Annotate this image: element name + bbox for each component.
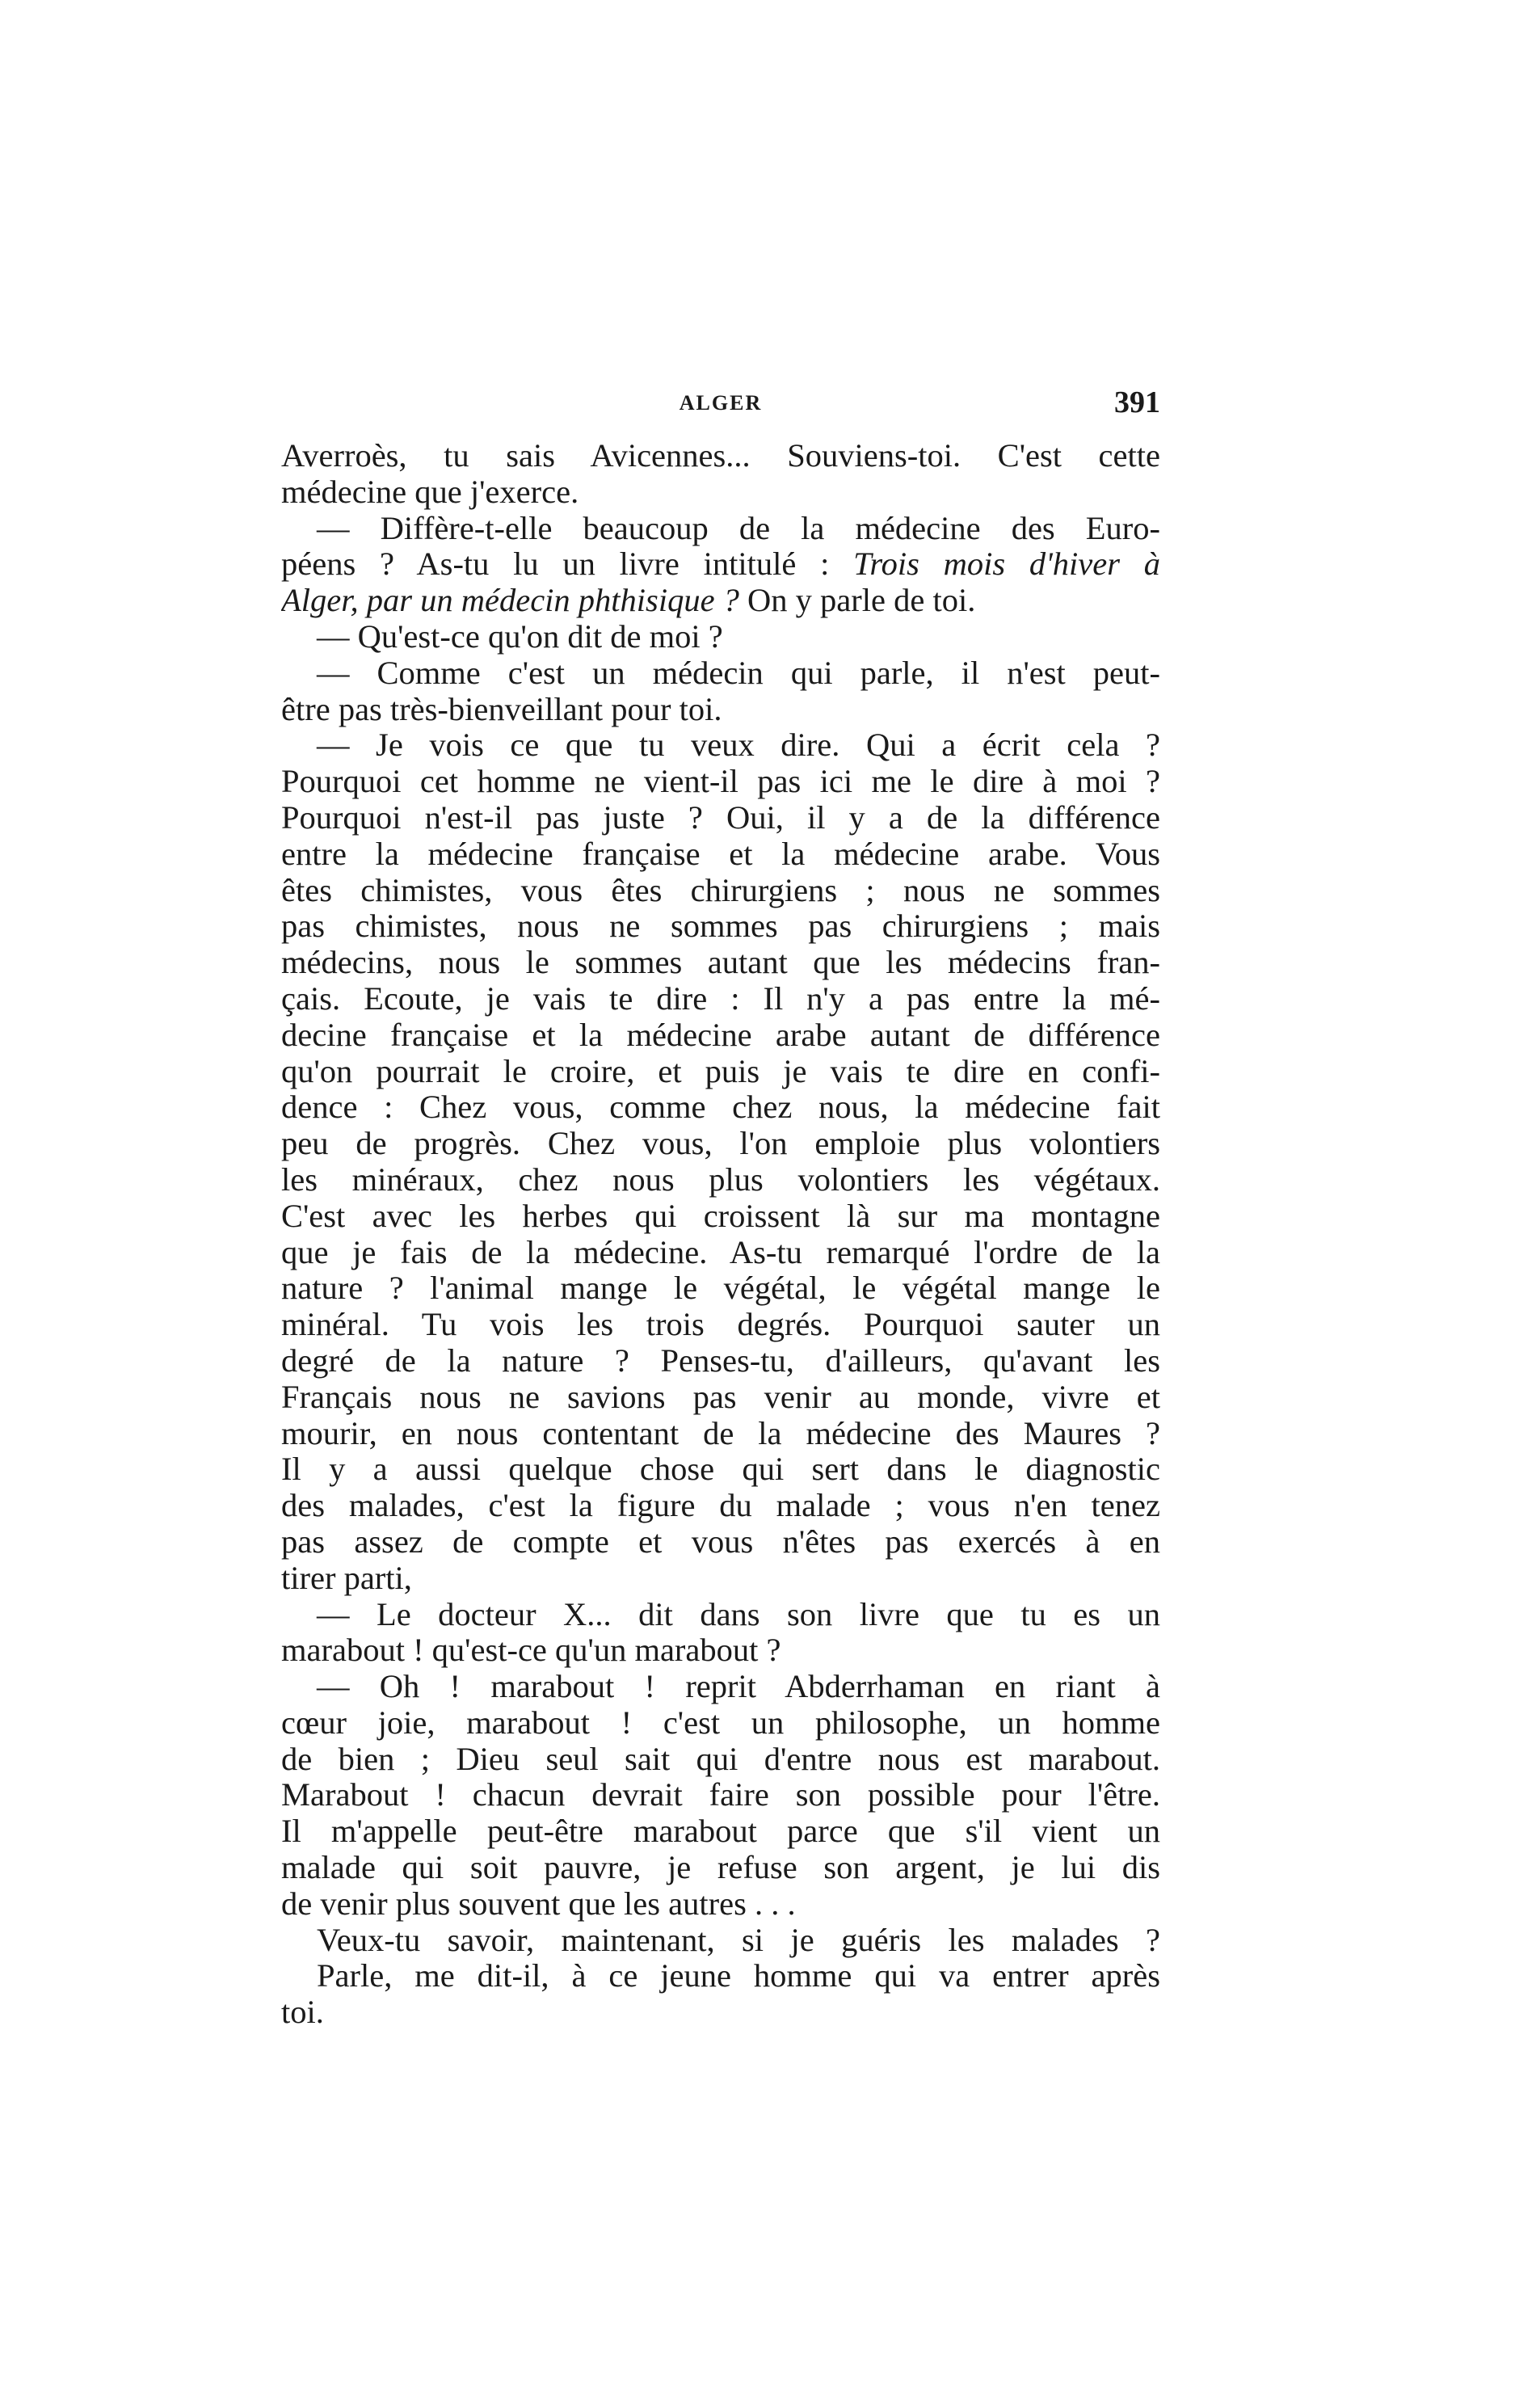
line-text: des malades, c'est la figure du malade ; vous n'en tenez [281,1488,1160,1524]
line-text: Parle, me dit-il, à ce jeune homme qui va entrer après [317,1958,1160,1994]
line-text: nature ? l'animal mange le végétal, le végétal mange le [281,1270,1160,1307]
line-text: Français nous ne savions pas venir au monde, vivre et [281,1379,1160,1415]
text-line [281,1343,1160,1379]
line-text: degré de la nature ? Penses-tu, d'ailleurs, qu'avant les [281,1342,1160,1379]
line-text: minéral. Tu vois les trois degrés. Pourquoi sauter un [281,1307,1160,1343]
line-text: cœur joie, marabout ! c'est un philosophe, un homme [281,1704,1160,1741]
line-text: mourir, en nous contentant de la médecine des Maures ? [281,1415,1160,1451]
line-text: les minéraux, chez nous plus volontiers les végétaux. [281,1161,1160,1198]
line-text: çais. Ecoute, je vais te dire : Il n'y a pas entre la mé- [281,980,1160,1017]
line-text: tirer parti, [281,1560,412,1596]
text-line [281,1886,1160,1923]
text-line [281,981,1160,1017]
text-line [281,1198,1160,1235]
text-line [281,1235,1160,1271]
italic-title: Alger, par un médecin phthisique ? [281,583,739,619]
text-line [281,655,1160,692]
text-line [281,692,1160,728]
line-text: Pourquoi n'est-il pas juste ? Oui, il y a de la différence [281,799,1160,836]
text-line [281,1850,1160,1886]
text-line [281,1379,1160,1416]
line-text: péens ? As-tu lu un livre intitulé : [281,546,830,583]
text-line [281,1742,1160,1778]
line-text: Marabout ! chacun devrait faire son possible pour l'être. [281,1777,1160,1813]
line-text: êtes chimistes, vous êtes chirurgiens ; nous ne sommes [281,872,1160,908]
line-text: — Oh ! marabout ! reprit Abderrhaman en riant à [317,1669,1160,1705]
running-head [281,385,1160,425]
text-line [281,1958,1160,1994]
text-line [281,1089,1160,1126]
line-text: médecine que j'exerce. [281,474,579,510]
line-text: toi. [281,1994,324,2031]
text-line [281,1632,1160,1669]
line-text: peu de progrès. Chez vous, l'on emploie plus volontiers [281,1126,1160,1162]
text-line [281,1451,1160,1488]
text-line [281,1923,1160,1959]
text-line [281,764,1160,800]
italic-title: Trois mois d'hiver à [853,546,1160,583]
text-line [281,1416,1160,1452]
line-text: — Je vois ce que tu veux dire. Qui a écrit cela ? [317,727,1160,764]
text-line [281,1669,1160,1705]
line-text: Il y a aussi quelque chose qui sert dans le diagnostic [281,1451,1160,1488]
body-text [281,438,1160,2031]
text-line [281,1126,1160,1162]
text-line [281,1054,1160,1090]
line-text: Averroès, tu sais Avicennes... Souviens-toi. C'est cette [281,438,1160,474]
text-line [281,1270,1160,1307]
line-text: qu'on pourrait le croire, et puis je vais te dire en confi- [281,1053,1160,1089]
text-line [281,1561,1160,1597]
text-line [281,1017,1160,1054]
text-line [281,727,1160,764]
page-number: 391 [1114,385,1160,419]
line-text: — Qu'est-ce qu'on dit de moi ? [317,618,723,655]
text-line [281,619,1160,655]
line-text: pas chimistes, nous ne sommes pas chirurgiens ; mais [281,908,1160,945]
text-line [281,511,1160,547]
line-text: entre la médecine française et la médecine arabe. Vous [281,836,1160,872]
line-text: — Le docteur X... dit dans son livre que tu es un [317,1596,1160,1632]
text-line [281,1524,1160,1561]
line-text: de venir plus souvent que les autres . . . [281,1885,796,1922]
line-text: médecins, nous le sommes autant que les médecins fran- [281,945,1160,981]
text-line [281,474,1160,511]
running-title: ALGER [679,391,763,415]
line-text: dence : Chez vous, comme chez nous, la médecine fait [281,1089,1160,1126]
line-text: Il m'appelle peut-être marabout parce que s'il vient un [281,1813,1160,1850]
text-line [281,1777,1160,1813]
text-line [281,1307,1160,1343]
text-line [281,836,1160,873]
line-text: malade qui soit pauvre, je refuse son argent, je lui dis [281,1850,1160,1886]
text-line [281,873,1160,909]
text-line [281,1597,1160,1633]
text-line [281,945,1160,981]
text-line [281,438,1160,474]
text-line [281,583,1160,619]
line-text: Pourquoi cet homme ne vient-il pas ici me le dire à moi ? [281,764,1160,800]
line-text: de bien ; Dieu seul sait qui d'entre nous est marabout. [281,1741,1160,1777]
line-text: — Comme c'est un médecin qui parle, il n'est peut- [317,655,1160,691]
text-line [281,1813,1160,1850]
line-text: — Diffère-t-elle beaucoup de la médecine des Euro- [317,510,1160,546]
text-line [281,1488,1160,1524]
line-text: marabout ! qu'est-ce qu'un marabout ? [281,1632,781,1669]
line-text: être pas très-bienveillant pour toi. [281,691,722,727]
text-line [281,1705,1160,1742]
text-line [281,1162,1160,1198]
line-text: que je fais de la médecine. As-tu remarqué l'ordre de la [281,1234,1160,1270]
text-line [281,908,1160,945]
line-text: Veux-tu savoir, maintenant, si je guéris les malades ? [317,1922,1160,1958]
text-line [281,1994,1160,2031]
text-line [281,546,1160,583]
text-line [281,800,1160,836]
line-text: decine française et la médecine arabe autant de différence [281,1017,1160,1053]
line-text-after: On y parle de toi. [738,583,976,619]
line-text: C'est avec les herbes qui croissent là sur ma montagne [281,1198,1160,1234]
line-text: pas assez de compte et vous n'êtes pas exercés à en [281,1523,1160,1560]
